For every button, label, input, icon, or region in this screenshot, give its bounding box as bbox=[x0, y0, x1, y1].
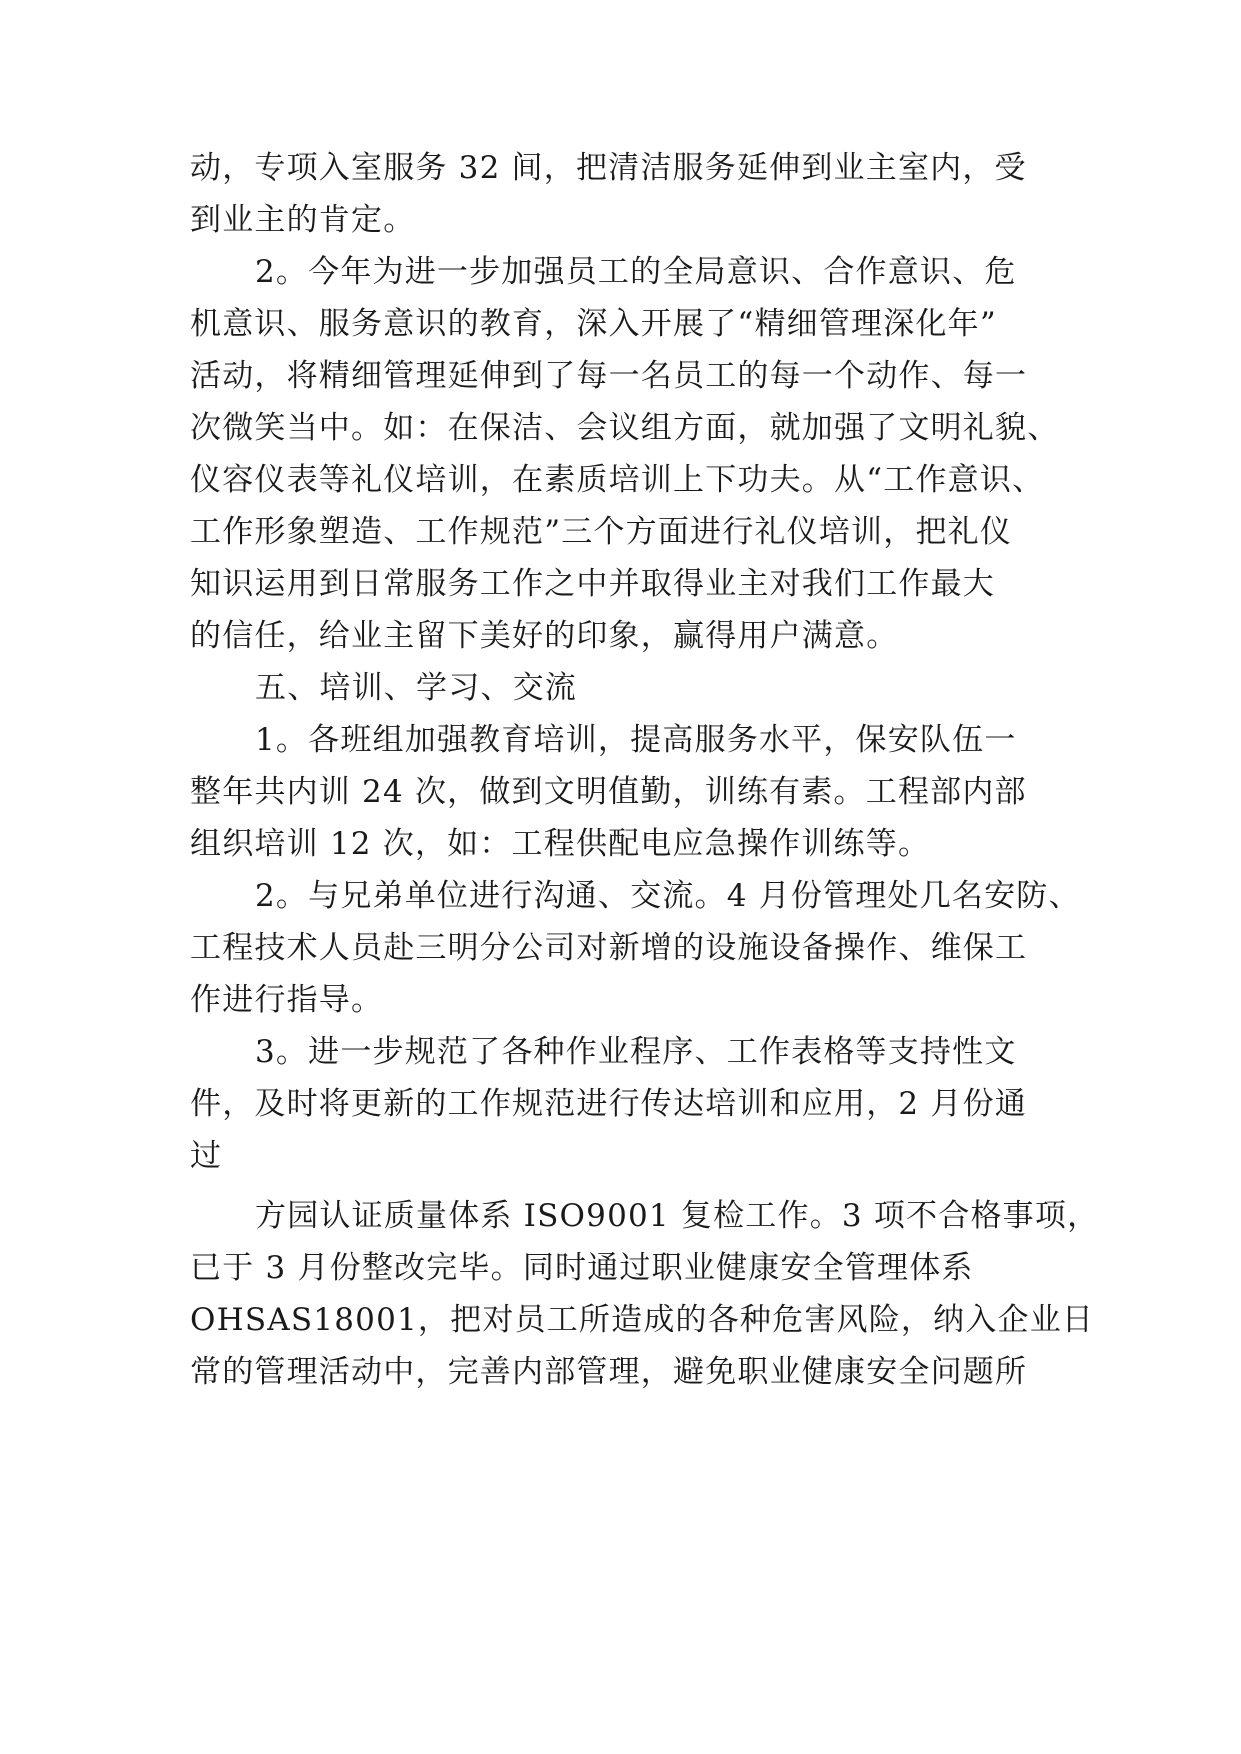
text-line: 的信任，给业主留下美好的印象，赢得用户满意。 bbox=[190, 618, 899, 654]
text-line: 3。进一步规范了各种作业程序、工作表格等支持性文 bbox=[255, 1034, 1017, 1070]
text-line: 件，及时将更新的工作规范进行传达培训和应用，2 月份通 bbox=[190, 1086, 1027, 1122]
text-line: 机意识、服务意识的教育，深入开展了“精细管理深化年” bbox=[190, 306, 997, 342]
text-line: OHSAS18001，把对员工所造成的各种危害风险，纳入企业日 bbox=[190, 1302, 1095, 1338]
text-line: 次微笑当中。如：在保洁、会议组方面，就加强了文明礼貌、 bbox=[190, 410, 1060, 446]
text-line: 2。今年为进一步加强员工的全局意识、合作意识、危 bbox=[255, 254, 1017, 290]
text-line: 方园认证质量体系 ISO9001 复检工作。3 项不合格事项， bbox=[255, 1198, 1100, 1234]
text-line: 1。各班组加强教育培训，提高服务水平，保安队伍一 bbox=[255, 722, 1017, 758]
text-line: 作进行指导。 bbox=[190, 982, 384, 1018]
text-line: 仪容仪表等礼仪培训，在素质培训上下功夫。从“工作意识、 bbox=[190, 462, 1045, 498]
text-line: 组织培训 12 次，如：工程供配电应急操作训练等。 bbox=[190, 826, 931, 862]
text-line: 常的管理活动中，完善内部管理，避免职业健康安全问题所 bbox=[190, 1354, 1028, 1390]
text-line: 整年共内训 24 次，做到文明值勤，训练有素。工程部内部 bbox=[190, 774, 1027, 810]
text-line: 知识运用到日常服务工作之中并取得业主对我们工作最大 bbox=[190, 566, 995, 602]
text-line: 动，专项入室服务 32 间，把清洁服务延伸到业主室内，受 bbox=[190, 150, 1027, 186]
section-heading: 五、培训、学习、交流 bbox=[255, 670, 577, 706]
text-line: 活动，将精细管理延伸到了每一名员工的每一个动作、每一 bbox=[190, 358, 1028, 394]
text-line: 已于 3 月份整改完毕。同时通过职业健康安全管理体系 bbox=[190, 1250, 974, 1286]
text-line: 工程技术人员赴三明分公司对新增的设施设备操作、维保工 bbox=[190, 930, 1028, 966]
text-line: 过 bbox=[190, 1138, 223, 1174]
text-line: 2。与兄弟单位进行沟通、交流。4 月份管理处几名安防、 bbox=[255, 878, 1081, 914]
text-line: 工作形象塑造、工作规范”三个方面进行礼仪培训，把礼仪 bbox=[190, 514, 1013, 550]
text-line: 到业主的肯定。 bbox=[190, 202, 416, 238]
